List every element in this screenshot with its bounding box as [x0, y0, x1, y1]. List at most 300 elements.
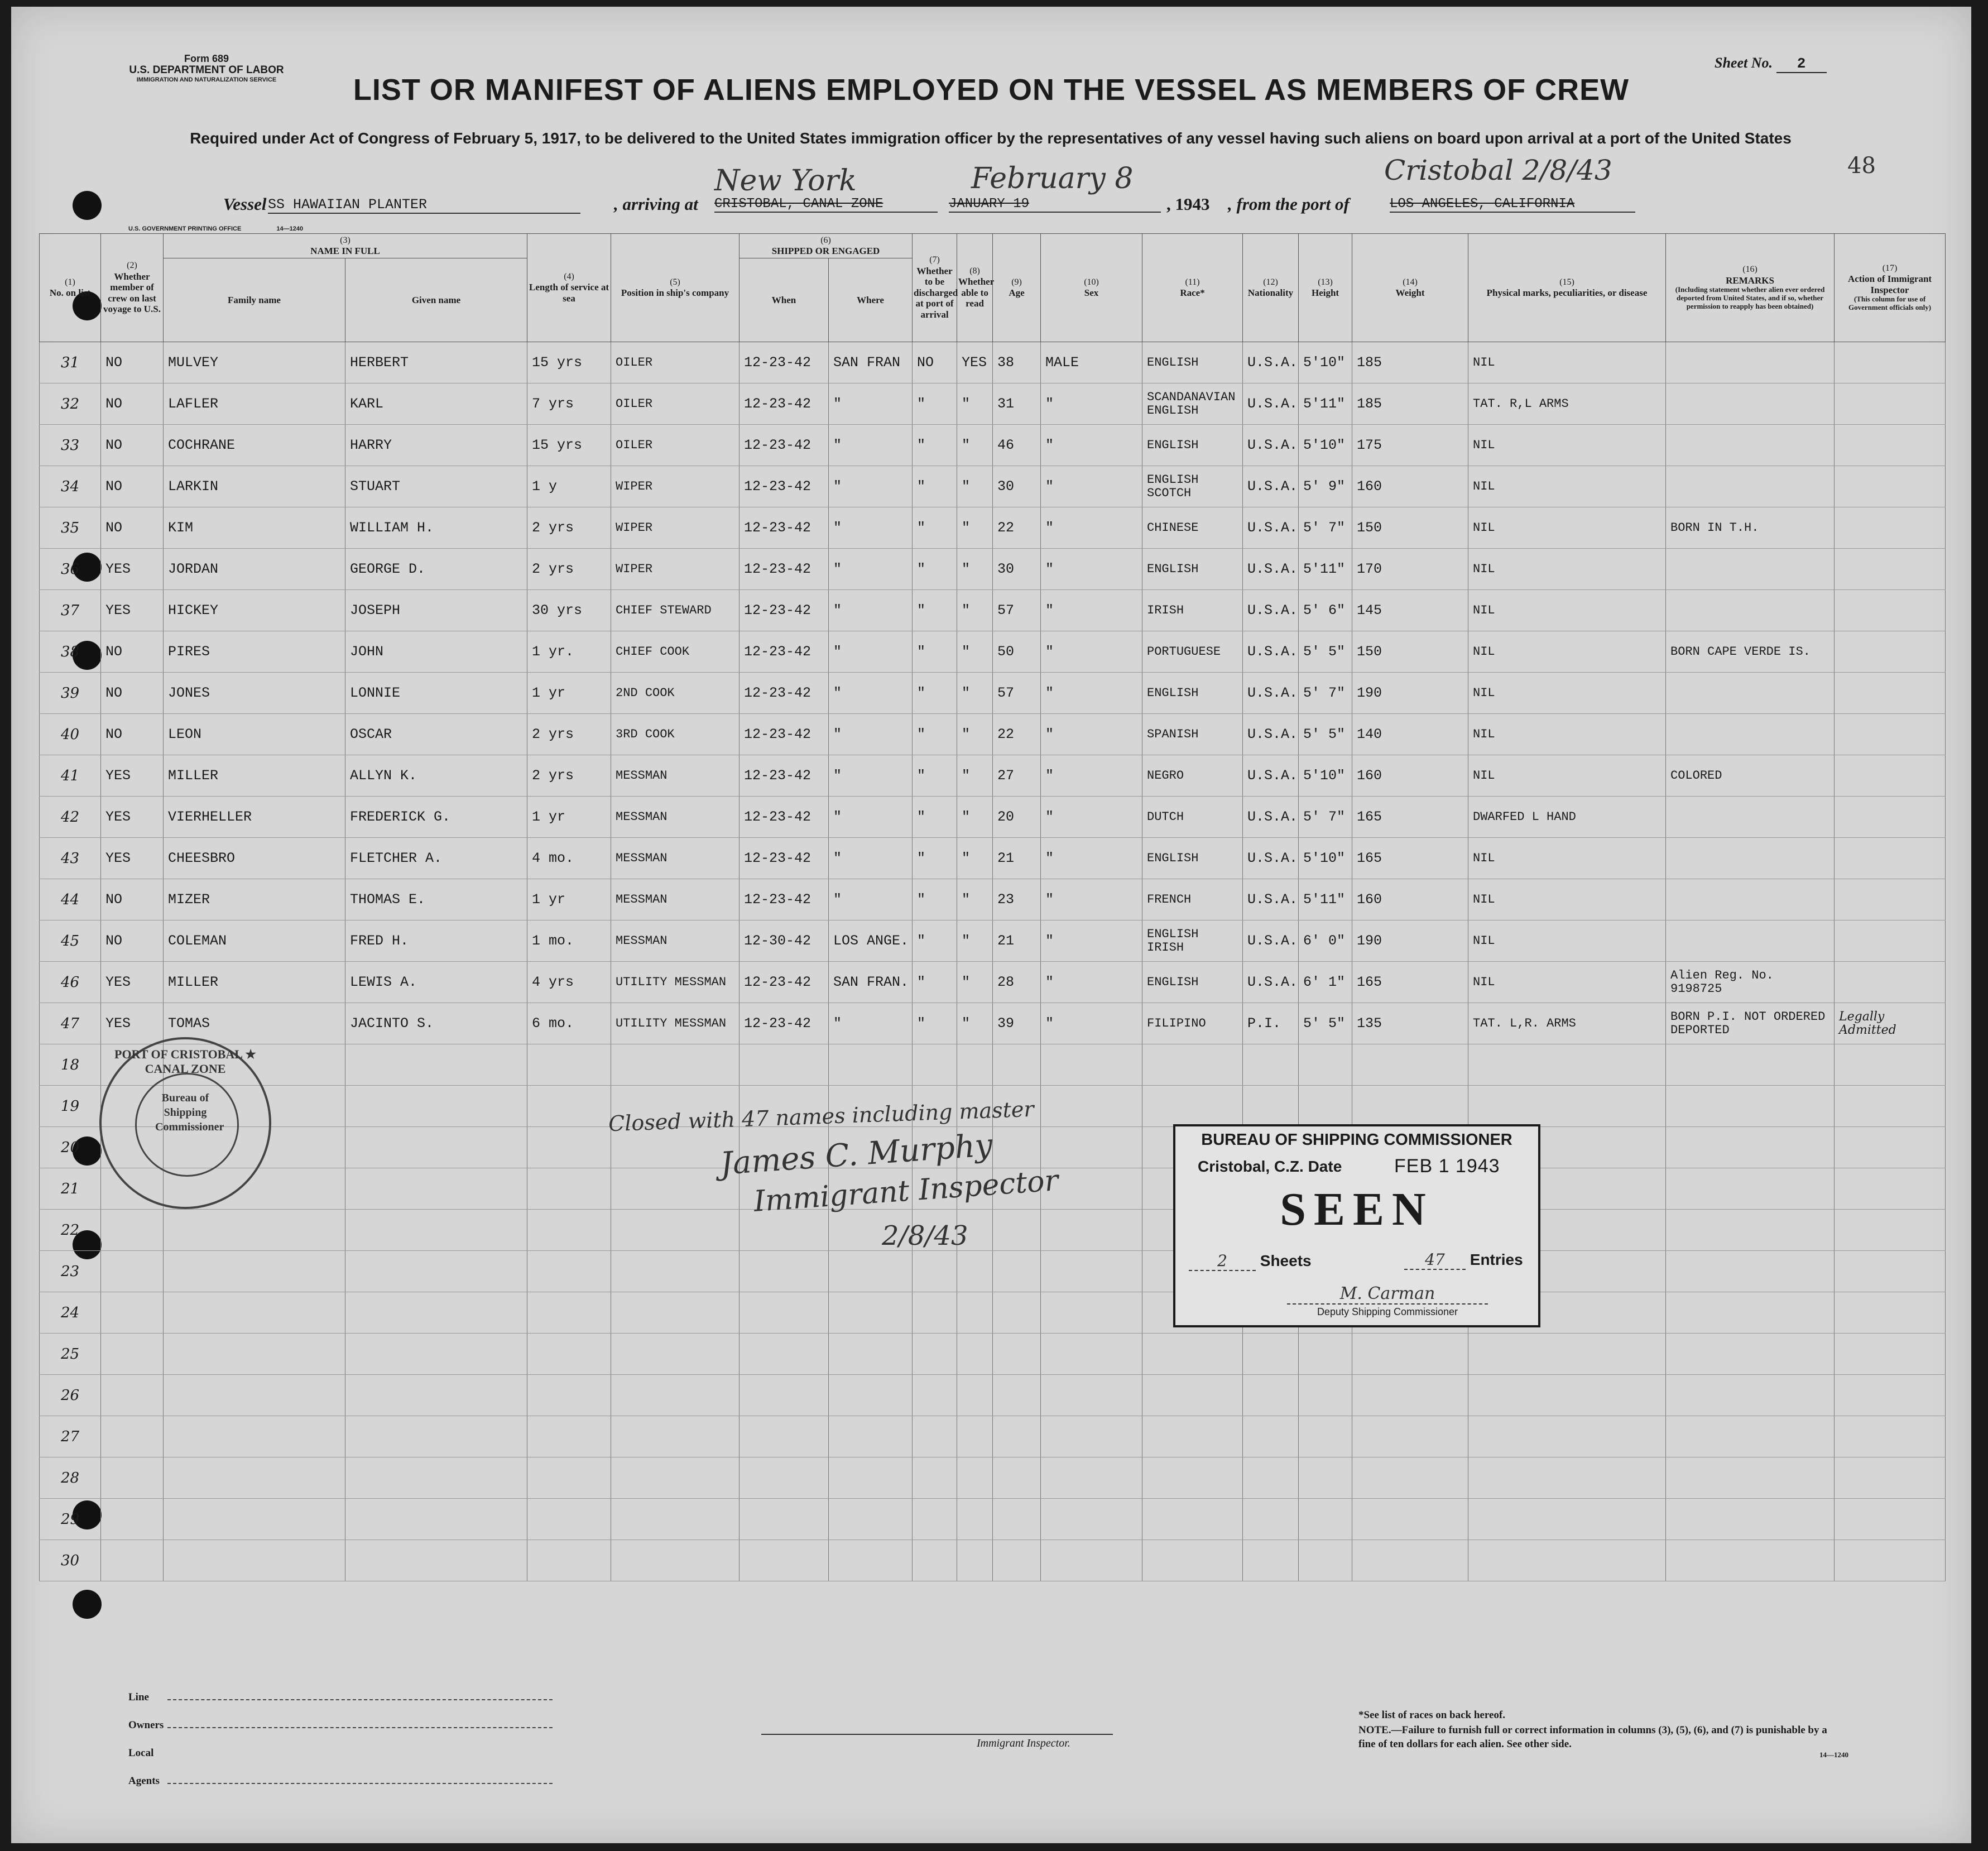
- cell-position: CHIEF STEWARD: [611, 590, 740, 631]
- cell-list-number: 47: [40, 1003, 101, 1044]
- cell-given-name: JACINTO S.: [345, 1003, 527, 1044]
- cell-age: 57: [993, 673, 1041, 714]
- cell-physical-marks: DWARFED L HAND: [1468, 797, 1666, 838]
- cell-remarks: [1666, 673, 1835, 714]
- cell-discharged: [913, 1499, 957, 1540]
- cell-inspector-action: [1835, 1457, 1946, 1499]
- cell-family-name: MILLER: [164, 755, 345, 797]
- cell-height: 5'11": [1299, 549, 1352, 590]
- cell-inspector-action: Legally Admitted: [1835, 1003, 1946, 1044]
- cell-list-number: 34: [40, 466, 101, 507]
- cell-weight: 150: [1352, 631, 1468, 673]
- stamp-seen: SEEN: [1280, 1183, 1434, 1235]
- cell-physical-marks: NIL: [1468, 631, 1666, 673]
- cell-weight: 165: [1352, 962, 1468, 1003]
- cell-inspector-action: [1835, 507, 1946, 549]
- cell-family-name: LAFLER: [164, 383, 345, 425]
- cell-given-name: [345, 1292, 527, 1334]
- cell-sex: [1041, 1540, 1142, 1581]
- cell-sex: [1041, 1375, 1142, 1416]
- cell-remarks: [1666, 920, 1835, 962]
- cell-shipped-when: 12-23-42: [740, 425, 829, 466]
- table-row: [40, 755, 1946, 797]
- cell-nationality: U.S.A.: [1243, 879, 1299, 920]
- cell-shipped-when: 12-23-42: [740, 962, 829, 1003]
- cell-sex: [1041, 1499, 1142, 1540]
- cell-length-of-service: [527, 1375, 611, 1416]
- manifest-table: [39, 233, 1946, 1701]
- cell-height: [1299, 1044, 1352, 1086]
- cell-shipped-where: [829, 1499, 913, 1540]
- cell-sex: [1041, 1210, 1142, 1251]
- cell-able-to-read: [957, 1499, 993, 1540]
- cell-shipped-where: [829, 1334, 913, 1375]
- cell-weight: 170: [1352, 549, 1468, 590]
- seal-ring-text: PORT OF CRISTOBAL ★ CANAL ZONE: [114, 1047, 256, 1076]
- cell-sex: ": [1041, 383, 1142, 425]
- cell-weight: 145: [1352, 590, 1468, 631]
- cell-given-name: [345, 1044, 527, 1086]
- cell-age: 21: [993, 920, 1041, 962]
- table-row: [40, 1457, 1946, 1499]
- from-port-typed: LOS ANGELES, CALIFORNIA: [1390, 196, 1635, 213]
- cell-height: 5' 5": [1299, 714, 1352, 755]
- inspector-title-handwritten: Immigrant Inspector: [752, 1164, 1060, 1219]
- cell-race: [1142, 1499, 1243, 1540]
- col-header-5: (5) Position in ship's company: [611, 234, 740, 342]
- cell-position: [611, 1334, 740, 1375]
- cell-on-last-voyage: NO: [101, 879, 164, 920]
- cell-height: 5' 7": [1299, 673, 1352, 714]
- cell-on-last-voyage: [101, 1499, 164, 1540]
- cell-nationality: U.S.A.: [1243, 507, 1299, 549]
- cell-position: [611, 1499, 740, 1540]
- cell-length-of-service: [527, 1499, 611, 1540]
- cell-able-to-read: [957, 1292, 993, 1334]
- cell-nationality: U.S.A.: [1243, 383, 1299, 425]
- cell-length-of-service: [527, 1168, 611, 1210]
- printing-office: [128, 226, 303, 232]
- cell-race: [1142, 1416, 1243, 1457]
- cell-height: [1299, 1086, 1352, 1127]
- cell-discharged: ": [913, 962, 957, 1003]
- cell-position: WIPER: [611, 549, 740, 590]
- cell-inspector-action: [1835, 1334, 1946, 1375]
- cell-able-to-read: ": [957, 673, 993, 714]
- cell-nationality: [1243, 1540, 1299, 1581]
- cell-list-number: 30: [40, 1540, 101, 1581]
- cell-race: SPANISH: [1142, 714, 1243, 755]
- cell-given-name: JOSEPH: [345, 590, 527, 631]
- inspector-signature: James C. Murphy: [719, 1127, 994, 1182]
- cell-shipped-when: 12-23-42: [740, 342, 829, 383]
- vessel-label: Vessel: [223, 194, 267, 214]
- cell-given-name: [345, 1168, 527, 1210]
- cell-discharged: ": [913, 466, 957, 507]
- cell-height: [1299, 1540, 1352, 1581]
- print-code: 14—1240: [276, 226, 304, 232]
- cell-shipped-when: [740, 1457, 829, 1499]
- cell-weight: [1352, 1086, 1468, 1127]
- cell-position: WIPER: [611, 466, 740, 507]
- cell-weight: [1352, 1334, 1468, 1375]
- cell-family-name: [164, 1251, 345, 1292]
- cell-race: ENGLISH: [1142, 838, 1243, 879]
- cell-race: ENGLISH: [1142, 673, 1243, 714]
- cell-given-name: [345, 1457, 527, 1499]
- cell-family-name: [164, 1375, 345, 1416]
- cell-physical-marks: [1468, 1334, 1666, 1375]
- sheet-number: 2: [1776, 55, 1827, 73]
- cell-shipped-where: [829, 1251, 913, 1292]
- cell-position: [611, 1210, 740, 1251]
- cell-sex: [1041, 1457, 1142, 1499]
- cell-nationality: U.S.A.: [1243, 920, 1299, 962]
- cell-shipped-where: ": [829, 797, 913, 838]
- cell-given-name: GEORGE D.: [345, 549, 527, 590]
- cell-nationality: U.S.A.: [1243, 342, 1299, 383]
- col-header-when: When: [740, 258, 829, 342]
- cell-race: CHINESE: [1142, 507, 1243, 549]
- table-row: [40, 1416, 1946, 1457]
- cell-on-last-voyage: NO: [101, 425, 164, 466]
- cell-age: 30: [993, 466, 1041, 507]
- col-header-16: (16) REMARKS (Including statement whether alien ever ordered deported from United States, and if so, whether permission to reapply has been obtained): [1666, 234, 1835, 342]
- cell-discharged: ": [913, 920, 957, 962]
- cell-position: UTILITY MESSMAN: [611, 962, 740, 1003]
- cell-inspector-action: [1835, 838, 1946, 879]
- cell-inspector-action: [1835, 673, 1946, 714]
- cell-height: 5'10": [1299, 755, 1352, 797]
- printing-office-label: U.S. GOVERNMENT PRINTING OFFICE: [128, 226, 242, 232]
- cell-physical-marks: TAT. R,L ARMS: [1468, 383, 1666, 425]
- cell-discharged: [913, 1416, 957, 1457]
- cell-discharged: [913, 1375, 957, 1416]
- cell-on-last-voyage: NO: [101, 383, 164, 425]
- cell-inspector-action: [1835, 879, 1946, 920]
- cell-height: [1299, 1416, 1352, 1457]
- footer-inspector-label: Immigrant Inspector.: [977, 1737, 1070, 1749]
- table-row: [40, 962, 1946, 1003]
- cell-family-name: JONES: [164, 673, 345, 714]
- cell-nationality: U.S.A.: [1243, 714, 1299, 755]
- cell-remarks: Alien Reg. No. 9198725: [1666, 962, 1835, 1003]
- col-header-3: (3) NAME IN FULL: [164, 234, 527, 258]
- cell-discharged: [913, 1457, 957, 1499]
- cell-able-to-read: ": [957, 797, 993, 838]
- cell-discharged: ": [913, 1003, 957, 1044]
- table-row: [40, 383, 1946, 425]
- cell-shipped-where: ": [829, 673, 913, 714]
- cell-age: 22: [993, 507, 1041, 549]
- cell-age: 39: [993, 1003, 1041, 1044]
- cell-given-name: KARL: [345, 383, 527, 425]
- cell-shipped-when: 12-23-42: [740, 755, 829, 797]
- cell-inspector-action: [1835, 1168, 1946, 1210]
- cell-weight: [1352, 1044, 1468, 1086]
- cell-list-number: 36: [40, 549, 101, 590]
- cell-shipped-where: LOS ANGE.: [829, 920, 913, 962]
- cell-position: MESSMAN: [611, 879, 740, 920]
- cell-remarks: [1666, 714, 1835, 755]
- cell-sex: [1041, 1127, 1142, 1168]
- cell-weight: 185: [1352, 383, 1468, 425]
- cell-length-of-service: [527, 1127, 611, 1168]
- cell-able-to-read: [957, 1540, 993, 1581]
- table-row: [40, 507, 1946, 549]
- cell-shipped-where: ": [829, 838, 913, 879]
- cell-age: 31: [993, 383, 1041, 425]
- sheet-label: Sheet No.: [1715, 55, 1773, 71]
- cell-position: [611, 1168, 740, 1210]
- cell-list-number: 21: [40, 1168, 101, 1210]
- col-header-8: (8) Whether able to read: [957, 234, 993, 342]
- cell-position: MESSMAN: [611, 838, 740, 879]
- cell-height: 5'11": [1299, 879, 1352, 920]
- cell-sex: ": [1041, 1003, 1142, 1044]
- table-row: [40, 590, 1946, 631]
- cell-length-of-service: 1 yr: [527, 673, 611, 714]
- cell-remarks: [1666, 1168, 1835, 1210]
- cell-family-name: KIM: [164, 507, 345, 549]
- cell-family-name: HICKEY: [164, 590, 345, 631]
- cell-length-of-service: 2 yrs: [527, 549, 611, 590]
- cell-able-to-read: ": [957, 920, 993, 962]
- cell-sex: ": [1041, 549, 1142, 590]
- cell-physical-marks: [1468, 1086, 1666, 1127]
- cell-shipped-where: ": [829, 549, 913, 590]
- cell-sex: ": [1041, 631, 1142, 673]
- cell-shipped-when: 12-23-42: [740, 549, 829, 590]
- cell-height: 5'11": [1299, 383, 1352, 425]
- port-seal: [99, 1037, 271, 1209]
- cell-age: [993, 1251, 1041, 1292]
- cell-race: ENGLISH IRISH: [1142, 920, 1243, 962]
- cell-discharged: [913, 1334, 957, 1375]
- cell-on-last-voyage: [101, 1210, 164, 1251]
- cell-on-last-voyage: YES: [101, 1003, 164, 1044]
- cell-shipped-when: 12-23-42: [740, 714, 829, 755]
- cell-family-name: LARKIN: [164, 466, 345, 507]
- arrival-date-handwritten: February 8: [971, 162, 1134, 195]
- cell-age: 28: [993, 962, 1041, 1003]
- cell-nationality: U.S.A.: [1243, 962, 1299, 1003]
- table-row: [40, 1210, 1946, 1251]
- cell-age: 30: [993, 549, 1041, 590]
- col-header-13: (13) Height: [1299, 234, 1352, 342]
- cell-length-of-service: 1 yr.: [527, 631, 611, 673]
- cell-length-of-service: 4 mo.: [527, 838, 611, 879]
- cell-physical-marks: NIL: [1468, 590, 1666, 631]
- cell-height: 5'10": [1299, 342, 1352, 383]
- cell-remarks: BORN IN T.H.: [1666, 507, 1835, 549]
- col-header-11: (11) Race*: [1142, 234, 1243, 342]
- cell-inspector-action: [1835, 797, 1946, 838]
- cell-shipped-where: ": [829, 425, 913, 466]
- cell-inspector-action: [1835, 466, 1946, 507]
- cell-race: [1142, 1334, 1243, 1375]
- cell-physical-marks: NIL: [1468, 714, 1666, 755]
- cell-given-name: FREDERICK G.: [345, 797, 527, 838]
- arrival-year: , 1943: [1166, 194, 1210, 214]
- table-row: [40, 797, 1946, 838]
- cell-family-name: [164, 1540, 345, 1581]
- cell-weight: [1352, 1499, 1468, 1540]
- cell-family-name: VIERHELLER: [164, 797, 345, 838]
- stamp-entries: [1404, 1250, 1523, 1270]
- cell-weight: 165: [1352, 838, 1468, 879]
- cell-age: [993, 1334, 1041, 1375]
- cell-shipped-where: [829, 1540, 913, 1581]
- cell-given-name: [345, 1499, 527, 1540]
- cell-remarks: [1666, 383, 1835, 425]
- seal-center-text: Bureau of Shipping Commissioner: [155, 1092, 224, 1133]
- cell-physical-marks: NIL: [1468, 466, 1666, 507]
- stamp-signer-title: Deputy Shipping Commissioner: [1317, 1306, 1458, 1317]
- col-header-12: (12) Nationality: [1243, 234, 1299, 342]
- cell-on-last-voyage: YES: [101, 838, 164, 879]
- stamp-sheets-value: 2: [1189, 1251, 1256, 1271]
- col-header-6: (6) SHIPPED OR ENGAGED: [740, 234, 913, 258]
- cell-shipped-where: [829, 1457, 913, 1499]
- table-row: [40, 1044, 1946, 1086]
- cell-given-name: [345, 1086, 527, 1127]
- cell-list-number: 41: [40, 755, 101, 797]
- cell-shipped-where: ": [829, 466, 913, 507]
- cell-sex: ": [1041, 590, 1142, 631]
- cell-height: 5' 5": [1299, 1003, 1352, 1044]
- cell-on-last-voyage: NO: [101, 466, 164, 507]
- cell-shipped-where: ": [829, 1003, 913, 1044]
- cell-shipped-when: [740, 1292, 829, 1334]
- cell-physical-marks: NIL: [1468, 507, 1666, 549]
- cell-length-of-service: [527, 1044, 611, 1086]
- cell-able-to-read: ": [957, 590, 993, 631]
- cell-physical-marks: [1468, 1499, 1666, 1540]
- cell-given-name: THOMAS E.: [345, 879, 527, 920]
- cell-age: [993, 1127, 1041, 1168]
- cell-shipped-where: [829, 1292, 913, 1334]
- cell-remarks: BORN P.I. NOT ORDERED DEPORTED: [1666, 1003, 1835, 1044]
- cell-race: [1142, 1457, 1243, 1499]
- cell-length-of-service: 1 mo.: [527, 920, 611, 962]
- cell-sex: ": [1041, 838, 1142, 879]
- cell-list-number: 24: [40, 1292, 101, 1334]
- table-row: [40, 342, 1946, 383]
- cell-race: [1142, 1086, 1243, 1127]
- cell-discharged: ": [913, 425, 957, 466]
- cell-list-number: 45: [40, 920, 101, 962]
- cell-weight: 140: [1352, 714, 1468, 755]
- arriving-port-typed: CRISTOBAL, CANAL ZONE: [714, 196, 938, 213]
- from-port-handwritten: Cristobal 2/8/43: [1384, 154, 1612, 186]
- cell-nationality: [1243, 1086, 1299, 1127]
- cell-list-number: 22: [40, 1210, 101, 1251]
- department: U.S. DEPARTMENT OF LABOR: [129, 64, 284, 76]
- cell-able-to-read: [957, 1044, 993, 1086]
- cell-weight: 160: [1352, 755, 1468, 797]
- cell-family-name: CHEESBRO: [164, 838, 345, 879]
- cell-length-of-service: 30 yrs: [527, 590, 611, 631]
- cell-inspector-action: [1835, 425, 1946, 466]
- cell-discharged: [913, 1292, 957, 1334]
- cell-discharged: [913, 1540, 957, 1581]
- cell-race: DUTCH: [1142, 797, 1243, 838]
- cell-sex: [1041, 1251, 1142, 1292]
- cell-position: CHIEF COOK: [611, 631, 740, 673]
- cell-sex: ": [1041, 962, 1142, 1003]
- cell-weight: 165: [1352, 797, 1468, 838]
- cell-position: OILER: [611, 425, 740, 466]
- cell-sex: [1041, 1334, 1142, 1375]
- cell-shipped-where: SAN FRAN.: [829, 962, 913, 1003]
- service: IMMIGRATION AND NATURALIZATION SERVICE: [136, 76, 277, 83]
- cell-list-number: 33: [40, 425, 101, 466]
- cell-position: UTILITY MESSMAN: [611, 1003, 740, 1044]
- cell-nationality: U.S.A.: [1243, 466, 1299, 507]
- cell-physical-marks: NIL: [1468, 673, 1666, 714]
- cell-inspector-action: [1835, 1292, 1946, 1334]
- cell-position: 3RD COOK: [611, 714, 740, 755]
- cell-given-name: LONNIE: [345, 673, 527, 714]
- stamp-sheets-label: Sheets: [1260, 1252, 1312, 1269]
- cell-shipped-when: 12-23-42: [740, 383, 829, 425]
- cell-on-last-voyage: NO: [101, 507, 164, 549]
- cell-length-of-service: 7 yrs: [527, 383, 611, 425]
- cell-able-to-read: ": [957, 631, 993, 673]
- cell-given-name: HARRY: [345, 425, 527, 466]
- cell-remarks: [1666, 1499, 1835, 1540]
- cell-race: ENGLISH: [1142, 962, 1243, 1003]
- cell-inspector-action: [1835, 962, 1946, 1003]
- cell-able-to-read: ": [957, 714, 993, 755]
- footer-agents-field: Local Agents: [128, 1739, 553, 1795]
- cell-race: FRENCH: [1142, 879, 1243, 920]
- cell-inspector-action: [1835, 1127, 1946, 1168]
- cell-discharged: ": [913, 631, 957, 673]
- cell-shipped-where: [829, 1375, 913, 1416]
- cell-list-number: 26: [40, 1375, 101, 1416]
- cell-physical-marks: NIL: [1468, 962, 1666, 1003]
- col-header-14: (14) Weight: [1352, 234, 1468, 342]
- cell-discharged: ": [913, 507, 957, 549]
- col-header-where: Where: [829, 258, 913, 342]
- cell-position: MESSMAN: [611, 920, 740, 962]
- cell-list-number: 43: [40, 838, 101, 879]
- cell-remarks: [1666, 425, 1835, 466]
- cell-race: ENGLISH SCOTCH: [1142, 466, 1243, 507]
- cell-given-name: HERBERT: [345, 342, 527, 383]
- cell-position: MESSMAN: [611, 755, 740, 797]
- cell-discharged: ": [913, 714, 957, 755]
- cell-family-name: LEON: [164, 714, 345, 755]
- cell-length-of-service: [527, 1251, 611, 1292]
- col-header-15: (15) Physical marks, peculiarities, or disease: [1468, 234, 1666, 342]
- cell-shipped-when: 12-23-42: [740, 590, 829, 631]
- cell-sex: MALE: [1041, 342, 1142, 383]
- cell-race: IRISH: [1142, 590, 1243, 631]
- cell-discharged: ": [913, 879, 957, 920]
- table-row: [40, 466, 1946, 507]
- cell-able-to-read: [957, 1251, 993, 1292]
- footer-inspector-line: [761, 1734, 1113, 1735]
- cell-given-name: FRED H.: [345, 920, 527, 962]
- cell-given-name: LEWIS A.: [345, 962, 527, 1003]
- inspector-date: 2/8/43: [882, 1220, 968, 1251]
- cell-on-last-voyage: [101, 1375, 164, 1416]
- table-row: [40, 1499, 1946, 1540]
- cell-sex: ": [1041, 673, 1142, 714]
